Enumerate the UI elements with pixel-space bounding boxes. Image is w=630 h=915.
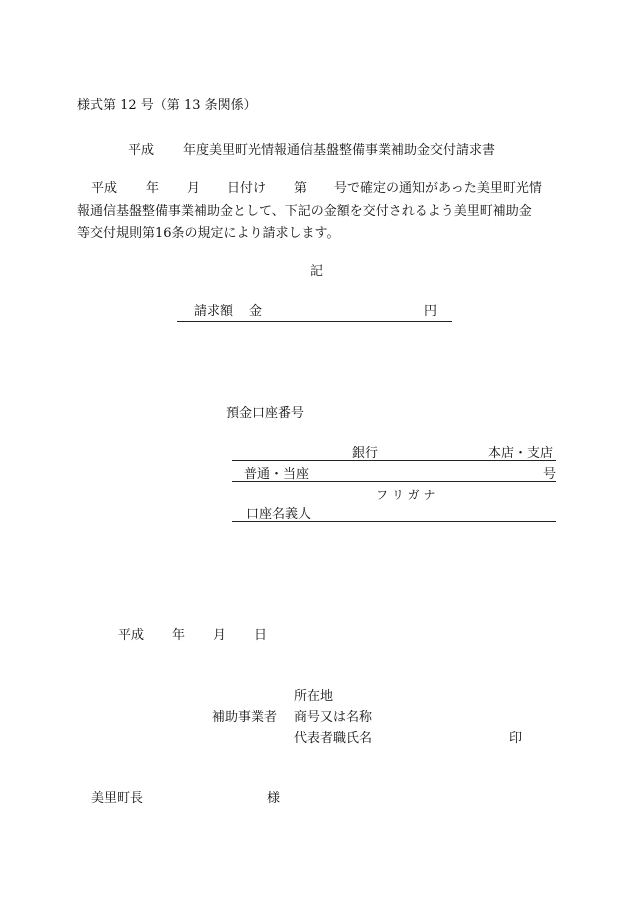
applicant-seal: 印 bbox=[509, 731, 523, 746]
account-branch: 本店・支店 bbox=[488, 446, 554, 461]
claim-yen: 円 bbox=[424, 304, 438, 319]
body-era: 平成 bbox=[91, 181, 118, 196]
holder-underline bbox=[232, 521, 556, 522]
claim-kin: 金 bbox=[249, 304, 263, 319]
date-day: 日 bbox=[254, 628, 268, 643]
applicant-name: 商号又は名称 bbox=[294, 710, 373, 725]
bank-underline bbox=[232, 460, 556, 461]
account-type: 普通・当座 bbox=[244, 467, 310, 482]
ki-heading: 記 bbox=[310, 264, 324, 279]
date-month: 月 bbox=[213, 628, 227, 643]
body-month: 月 bbox=[187, 181, 201, 196]
body-line-3: 等交付規則第16条の規定により請求します。 bbox=[77, 226, 340, 241]
body-clause-1: 号で確定の通知があった美里町光情 bbox=[334, 181, 542, 196]
body-year: 年 bbox=[146, 181, 160, 196]
addressee-mayor: 美里町長 bbox=[91, 791, 144, 806]
body-day-dated: 日付け bbox=[227, 181, 267, 196]
body-number-prefix: 第 bbox=[294, 181, 308, 196]
date-era: 平成 bbox=[118, 628, 145, 643]
body-line-2: 報通信基盤整備事業補助金として、下記の金額を交付されるよう美里町補助金 bbox=[77, 204, 532, 219]
account-number-suffix: 号 bbox=[543, 467, 557, 482]
account-furigana: フ リ ガ ナ bbox=[376, 488, 436, 502]
applicant-address: 所在地 bbox=[294, 689, 334, 704]
title-era: 平成 bbox=[128, 143, 155, 158]
claim-underline bbox=[177, 321, 452, 322]
form-number: 様式第 12 号（第 13 条関係） bbox=[77, 98, 257, 113]
account-heading: 預金口座番号 bbox=[226, 406, 305, 421]
date-year: 年 bbox=[172, 628, 186, 643]
addressee-sama: 様 bbox=[267, 791, 281, 806]
account-bank: 銀行 bbox=[352, 446, 379, 461]
applicant-role: 補助事業者 bbox=[212, 710, 278, 725]
account-holder: 口座名義人 bbox=[246, 507, 312, 522]
document-title: 年度美里町光情報通信基盤整備事業補助金交付請求書 bbox=[183, 143, 496, 158]
claim-label: 請求額 bbox=[194, 304, 234, 319]
applicant-representative: 代表者職氏名 bbox=[294, 731, 373, 746]
account-number-underline bbox=[232, 481, 556, 482]
